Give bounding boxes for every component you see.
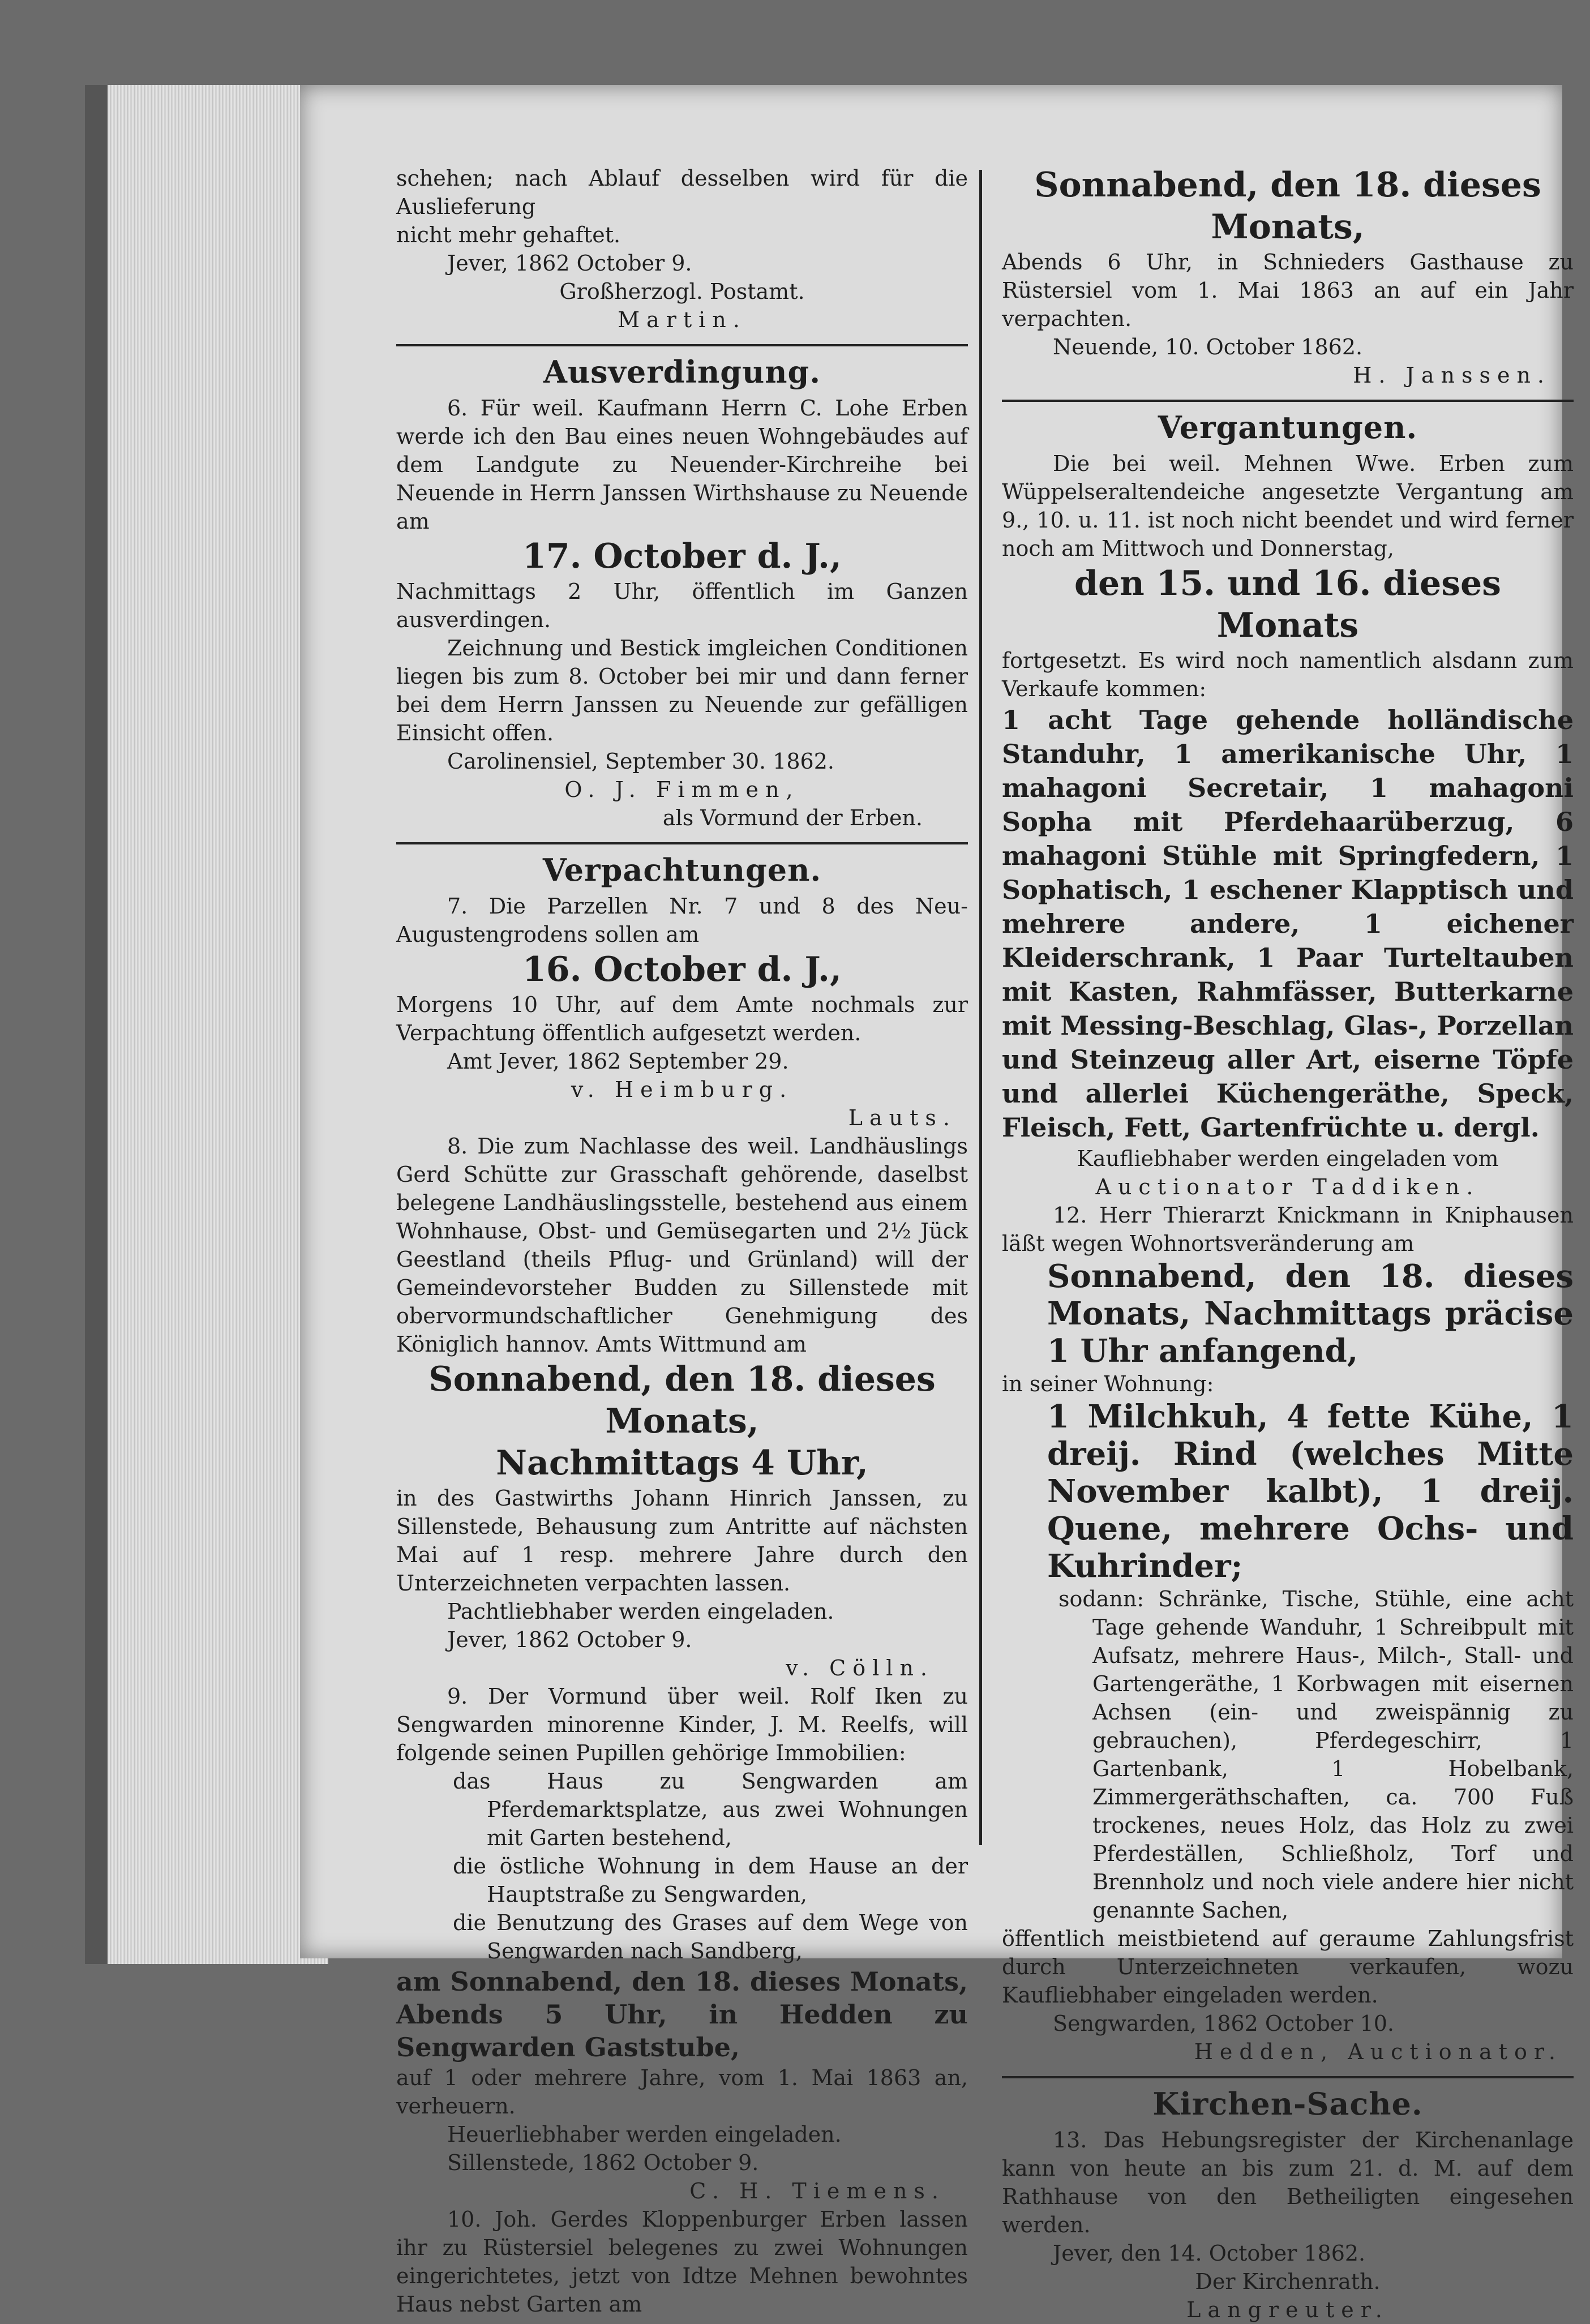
notice-text: fortgesetzt. Es wird noch namentlich alsdann zum Verkaufe kommen: <box>1002 648 1574 701</box>
notice-place-date: Sillenstede, 1862 October 9. <box>447 2150 759 2175</box>
notice-place-date: Neuende, 10. October 1862. <box>1053 335 1363 359</box>
notice-text: 8. Die zum Nachlasse des weil. Landhäuslings Gerd Schütte zur Grasschaft gehörende, daselbst belegene Landhäuslingsstelle, bestehend aus einem Wohnhause, Obst- und Gemüsegarten und 2½ Jück Geestland (theils Pflug- und Grünland) will der Gemeindevorsteher Budden zu Sillenstede mit obervormundschaftlicher Genehmigung des Königlich hannov. Amts Wittmund am <box>396 1134 968 1357</box>
section-heading: Vergantungen. <box>1158 409 1418 445</box>
property-item: die Benutzung des Grases auf dem Wege von Sengwarden nach Sandberg, <box>453 1910 968 1963</box>
notice-text: Abends 6 Uhr, in Schnieders Gasthause zu Rüstersiel vom 1. Mai 1863 an auf ein Jahr verpachten. <box>1002 250 1574 331</box>
notice-text: öffentlich meistbietend auf geraume Zahlungsfrist durch Unterzeichneten verkaufen, wozu Kaufliebhaber eingeladen werden. <box>1002 1926 1574 2008</box>
notice-place-date: Amt Jever, 1862 September 29. <box>447 1049 789 1074</box>
right-column <box>1002 164 1574 2324</box>
notice-text: auf 1 oder mehrere Jahre, vom 1. Mai 1863 an, verheuern. <box>396 2065 968 2119</box>
notice-text: 7. Die Parzellen Nr. 7 und 8 des Neu-Augustengrodens sollen am <box>396 894 968 947</box>
notice-text: in seiner Wohnung: <box>1002 1371 1214 1396</box>
notice-text: 12. Herr Thierarzt Knickmann in Kniphausen läßt wegen Wohnortsveränderung am <box>1002 1203 1574 1256</box>
section-heading: Verpachtungen. <box>542 852 822 888</box>
notice-text: 6. Für weil. Kaufmann Herrn C. Lohe Erben werde ich den Bau eines neuen Wohngebäudes auf dem Landgute zu Neuender-Kirchreihe bei Neuende in Herrn Janssen Wirthshause zu Neuende am <box>396 396 968 534</box>
notice-time: Nachmittags 4 Uhr, <box>496 1443 868 1483</box>
signature-name: Hedden, Auctionator. <box>1194 2039 1562 2064</box>
notice-place-date: Carolinensiel, September 30. 1862. <box>447 749 834 774</box>
notice-text: Die bei weil. Mehnen Wwe. Erben zum Wüppelseraltendeiche angesetzte Vergantung am 9., 10. u. 11. ist noch nicht beendet und wird ferner noch am Mittwoch und Donnerstag, <box>1002 451 1574 561</box>
notice-date: den 15. und 16. dieses Monats <box>1074 564 1501 645</box>
notice-text: Nachmittags 2 Uhr, öffentlich im Ganzen ausverdingen. <box>396 579 968 632</box>
signature-name: H. Janssen. <box>1353 363 1551 388</box>
notice-date: Sonnabend, den 18. dieses Monats, Nachmittags präcise 1 Uhr anfangend, <box>1047 1258 1574 1370</box>
notice-date: 17. October d. J., <box>522 537 842 576</box>
signature-name: Lauts. <box>848 1105 957 1130</box>
auction-items: 1 acht Tage gehende holländische Standuhr, 1 amerikanische Uhr, 1 mahagoni Secretair, 1 mahagoni Sopha mit Pferdehaarüberzug, 6 mahagoni Stühle mit Springfedern, 1 Sophatisch, 1 eschener Klapptisch und mehrere andere, 1 eichener Kleiderschrank, 1 Paar Turteltauben mit Kasten, Rahmfässer, Butterkarne mit Messing-Beschlag, Glas-, Porzellan und Steinzeug aller Art, eiserne Töpfe und allerlei Küchengeräthe, Speck, Fleisch, Fett, Gartenfrüchte u. dergl. <box>1002 705 1574 1143</box>
notice-text: in des Gastwirths Johann Hinrich Janssen, zu Sillenstede, Behausung zum Antritte auf nächsten Mai auf 1 resp. mehrere Jahre durch den Unterzeichneten verpachten lassen. <box>396 1486 968 1596</box>
text-line: Jever, 1862 October 9. <box>447 251 692 276</box>
property-item: die östliche Wohnung in dem Hause an der Hauptstraße zu Sengwarden, <box>453 1854 968 1907</box>
notice-place-date: Jever, 1862 October 9. <box>447 1627 692 1652</box>
signature-name: Langreuter. <box>1186 2297 1389 2322</box>
section-rule <box>396 344 968 346</box>
notice-text: Kaufliebhaber werden eingeladen vom <box>1077 1146 1499 1171</box>
notice-text: Morgens 10 Uhr, auf dem Amte nochmals zur Verpachtung öffentlich aufgesetzt werden. <box>396 992 968 1045</box>
signature-office: Der Kirchenrath. <box>1195 2269 1381 2294</box>
signature-name: O. J. Fimmen, <box>564 777 800 802</box>
notice-text: 10. Joh. Gerdes Kloppenburger Erben lassen ihr zu Rüstersiel belegenes zu zwei Wohnungen eingerichtetes, jetzt von Idtze Mehnen bewohntes Haus nebst Garten am <box>396 2207 968 2317</box>
signature-office: Großherzogl. Postamt. <box>559 279 805 304</box>
signature-name: v. Heimburg. <box>571 1077 794 1102</box>
signature-name: Martin. <box>618 307 747 332</box>
column-divider <box>979 170 982 1845</box>
section-rule <box>396 842 968 844</box>
left-column <box>396 164 968 2318</box>
newspaper-page <box>300 85 1574 2322</box>
notice-text: 9. Der Vormund über weil. Rolf Iken zu Sengwarden minorenne Kinder, J. M. Reelfs, will folgende seinen Pupillen gehörige Immobilien: <box>396 1684 968 1765</box>
notice-date: Sonnabend, den 18. dieses Monats, <box>1034 165 1541 247</box>
signature-name: C. H. Tiemens. <box>689 2179 945 2203</box>
notice-date: Sonnabend, den 18. dieses Monats, <box>428 1360 936 1441</box>
notice-text: Heuerliebhaber werden eingeladen. <box>447 2122 842 2147</box>
property-item: das Haus zu Sengwarden am Pferdemarktsplatze, aus zwei Wohnungen mit Garten bestehend, <box>453 1769 968 1850</box>
section-heading: Ausverdingung. <box>543 354 821 390</box>
book-page-edges <box>85 85 328 1964</box>
text-line: nicht mehr gehaftet. <box>396 222 621 247</box>
signature-role: als Vormund der Erben. <box>662 805 923 830</box>
notice-place-date: Sengwarden, 1862 October 10. <box>1053 2011 1394 2036</box>
notice-date: 16. October d. J., <box>522 950 842 989</box>
livestock-items: 1 Milchkuh, 4 fette Kühe, 1 dreij. Rind (welches Mitte November kalbt), 1 dreij. Quene, mehrere Ochs- und Kuhrinder; <box>1047 1398 1574 1585</box>
notice-date: am Sonnabend, den 18. dieses Monats, Abends 5 Uhr, in Hedden zu Sengwarden Gaststube, <box>396 1966 968 2063</box>
signature-name: v. Cölln. <box>786 1656 934 1680</box>
auction-items: sodann: Schränke, Tische, Stühle, eine acht Tage gehende Wanduhr, 1 Schreibpult mit Aufsatz, mehrere Haus-, Milch-, Stall- und Gartengeräthe, 1 Korbwagen mit eisernen Achsen (ein- und zweispännig zu gebrauchen), Pferdegeschirr, 1 Gartenbank, 1 Hobelbank, Zimmergeräthschaften, ca. 700 Fuß trockenes, neues Holz, das Holz zu zwei Pferdeställen, Schließholz, Torf und Brennholz und noch viele andere hier nicht genannte Sachen, <box>1058 1587 1574 1923</box>
section-heading: Kirchen-Sache. <box>1152 2086 1423 2122</box>
notice-place-date: Jever, den 14. October 1862. <box>1053 2241 1366 2266</box>
section-rule <box>1002 2076 1574 2078</box>
signature-name: Auctionator Taddiken. <box>1095 1174 1480 1199</box>
notice-text: Pachtliebhaber werden eingeladen. <box>447 1599 834 1624</box>
text-line: schehen; nach Ablauf desselben wird für die Auslieferung <box>396 166 968 219</box>
section-rule <box>1002 400 1574 402</box>
notice-text: Zeichnung und Bestick imgleichen Conditionen liegen bis zum 8. October bei mir und dann ferner bei dem Herrn Janssen zu Neuende zur gefälligen Einsicht offen. <box>396 636 968 745</box>
notice-text: 13. Das Hebungsregister der Kirchenanlage kann von heute an bis zum 21. d. M. auf dem Rathhause von den Betheiligten eingesehen werden. <box>1002 2128 1574 2237</box>
